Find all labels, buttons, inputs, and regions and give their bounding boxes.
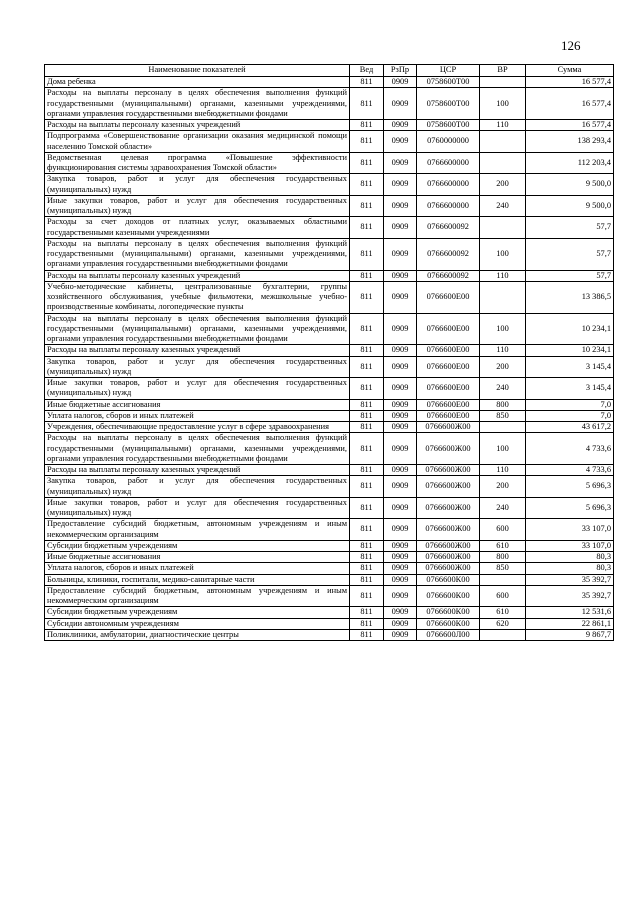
cell-rzpr: 0909 <box>384 422 417 433</box>
table-row <box>45 410 614 421</box>
table-row <box>45 131 614 153</box>
cell-ved: 811 <box>350 476 384 498</box>
cell-name: Расходы на выплаты персоналу в целях обеспечения выполнения функций государственными (муниципальными) органами, казенными учреждениями, органами управления государственными внебюджетными фондами <box>45 88 350 120</box>
table-row <box>45 519 614 541</box>
cell-ved: 811 <box>350 618 384 629</box>
table-body <box>45 77 614 641</box>
cell-csr: 0766600К00 <box>417 618 480 629</box>
cell-name: Закупка товаров, работ и услуг для обеспечения государственных (муниципальных) нужд <box>45 356 350 378</box>
cell-vr: 600 <box>480 519 526 541</box>
cell-csr: 0766600Ж00 <box>417 519 480 541</box>
cell-vr: 200 <box>480 356 526 378</box>
table-row <box>45 195 614 217</box>
cell-vr: 100 <box>480 433 526 465</box>
table-row <box>45 356 614 378</box>
table-row <box>45 378 614 400</box>
cell-sum: 4 733,6 <box>526 465 614 476</box>
cell-csr: 0766600Ж00 <box>417 552 480 563</box>
cell-name: Предоставление субсидий бюджетным, автономным учреждениям и иным некоммерческим организациям <box>45 519 350 541</box>
cell-sum: 35 392,7 <box>526 585 614 607</box>
cell-csr: 0766600Ж00 <box>417 476 480 498</box>
cell-ved: 811 <box>350 313 384 345</box>
cell-name: Иные закупки товаров, работ и услуг для обеспечения государственных (муниципальных) нужд <box>45 195 350 217</box>
cell-csr: 0766600Ж00 <box>417 433 480 465</box>
cell-sum: 16 577,4 <box>526 120 614 131</box>
cell-sum: 112 203,4 <box>526 152 614 174</box>
cell-csr: 0766600Е00 <box>417 313 480 345</box>
cell-sum: 10 234,1 <box>526 313 614 345</box>
cell-ved: 811 <box>350 345 384 356</box>
table-header-row <box>45 65 614 77</box>
cell-vr: 240 <box>480 497 526 519</box>
cell-ved: 811 <box>350 238 384 270</box>
cell-ved: 811 <box>350 77 384 88</box>
cell-ved: 811 <box>350 270 384 281</box>
cell-vr <box>480 77 526 88</box>
cell-csr: 0758600Т00 <box>417 88 480 120</box>
cell-name: Расходы на выплаты персоналу в целях обеспечения выполнения функций государственными (муниципальными) органами, казенными учреждениями, органами управления государственными внебюджетными фондами <box>45 238 350 270</box>
cell-name: Больницы, клиники, госпитали, медико-санитарные части <box>45 574 350 585</box>
cell-csr: 0760000000 <box>417 131 480 153</box>
cell-name: Ведомственная целевая программа «Повышение эффективности функционирования системы здравоохранения Томской области» <box>45 152 350 174</box>
cell-rzpr: 0909 <box>384 563 417 574</box>
page-number: 126 <box>561 38 581 53</box>
cell-rzpr: 0909 <box>384 345 417 356</box>
cell-csr: 0766600Е00 <box>417 345 480 356</box>
cell-rzpr: 0909 <box>384 120 417 131</box>
cell-csr: 0766600К00 <box>417 607 480 618</box>
cell-vr <box>480 422 526 433</box>
cell-rzpr: 0909 <box>384 217 417 239</box>
cell-ved: 811 <box>350 356 384 378</box>
cell-name: Уплата налогов, сборов и иных платежей <box>45 563 350 574</box>
table-row <box>45 476 614 498</box>
cell-vr: 620 <box>480 618 526 629</box>
cell-sum: 16 577,4 <box>526 88 614 120</box>
cell-name: Закупка товаров, работ и услуг для обеспечения государственных (муниципальных) нужд <box>45 476 350 498</box>
cell-vr: 610 <box>480 607 526 618</box>
cell-rzpr: 0909 <box>384 238 417 270</box>
cell-vr: 110 <box>480 465 526 476</box>
cell-csr: 0766600Е00 <box>417 378 480 400</box>
cell-rzpr: 0909 <box>384 540 417 551</box>
cell-ved: 811 <box>350 152 384 174</box>
cell-csr: 0766600Е00 <box>417 410 480 421</box>
table-row <box>45 618 614 629</box>
cell-csr: 0766600Ж00 <box>417 540 480 551</box>
cell-rzpr: 0909 <box>384 313 417 345</box>
cell-name: Расходы на выплаты персоналу в целях обеспечения выполнения функций государственными (муниципальными) органами, казенными учреждениями, органами управления государственными внебюджетными фондами <box>45 433 350 465</box>
cell-rzpr: 0909 <box>384 174 417 196</box>
table-row <box>45 399 614 410</box>
cell-vr <box>480 574 526 585</box>
cell-ved: 811 <box>350 433 384 465</box>
cell-csr: 0766600000 <box>417 174 480 196</box>
cell-sum: 57,7 <box>526 217 614 239</box>
cell-vr: 850 <box>480 563 526 574</box>
cell-csr: 0758600Т00 <box>417 77 480 88</box>
cell-csr: 0766600Е00 <box>417 281 480 313</box>
cell-sum: 12 531,6 <box>526 607 614 618</box>
cell-sum: 57,7 <box>526 238 614 270</box>
cell-vr <box>480 131 526 153</box>
cell-vr: 850 <box>480 410 526 421</box>
cell-rzpr: 0909 <box>384 131 417 153</box>
cell-ved: 811 <box>350 281 384 313</box>
cell-ved: 811 <box>350 120 384 131</box>
cell-csr: 0766600К00 <box>417 585 480 607</box>
cell-sum: 138 293,4 <box>526 131 614 153</box>
cell-sum: 7,0 <box>526 399 614 410</box>
cell-csr: 0766600000 <box>417 152 480 174</box>
table-row <box>45 88 614 120</box>
cell-sum: 9 500,0 <box>526 195 614 217</box>
cell-ved: 811 <box>350 378 384 400</box>
cell-sum: 33 107,0 <box>526 540 614 551</box>
cell-name: Дома ребенка <box>45 77 350 88</box>
cell-sum: 22 861,1 <box>526 618 614 629</box>
cell-name: Расходы за счет доходов от платных услуг, оказываемых областными государственными казенными учреждениями <box>45 217 350 239</box>
cell-rzpr: 0909 <box>384 433 417 465</box>
cell-sum: 10 234,1 <box>526 345 614 356</box>
table-row <box>45 465 614 476</box>
cell-ved: 811 <box>350 399 384 410</box>
cell-rzpr: 0909 <box>384 552 417 563</box>
cell-vr: 100 <box>480 238 526 270</box>
cell-vr: 610 <box>480 540 526 551</box>
cell-sum: 35 392,7 <box>526 574 614 585</box>
cell-vr: 800 <box>480 552 526 563</box>
cell-rzpr: 0909 <box>384 281 417 313</box>
cell-name: Расходы на выплаты персоналу в целях обеспечения выполнения функций государственными (муниципальными) органами, казенными учреждениями, органами управления государственными внебюджетными фондами <box>45 313 350 345</box>
cell-csr: 0766600092 <box>417 217 480 239</box>
cell-rzpr: 0909 <box>384 152 417 174</box>
cell-sum: 16 577,4 <box>526 77 614 88</box>
cell-ved: 811 <box>350 465 384 476</box>
cell-rzpr: 0909 <box>384 519 417 541</box>
cell-rzpr: 0909 <box>384 607 417 618</box>
cell-csr: 0766600К00 <box>417 574 480 585</box>
cell-csr: 0758600Т00 <box>417 120 480 131</box>
cell-csr: 0766600092 <box>417 270 480 281</box>
cell-name: Учебно-методические кабинеты, централизованные бухгалтерии, группы хозяйственного обслуживания, учебные фильмотеки, межшкольные учебно-производственные комбинаты, логопедические пункты <box>45 281 350 313</box>
cell-rzpr: 0909 <box>384 270 417 281</box>
cell-vr: 100 <box>480 313 526 345</box>
cell-vr <box>480 152 526 174</box>
column-header-vr: ВР <box>480 65 526 77</box>
table-row <box>45 174 614 196</box>
table-row <box>45 574 614 585</box>
column-header-csr: ЦСР <box>417 65 480 77</box>
table-row <box>45 552 614 563</box>
cell-csr: 0766600Ж00 <box>417 563 480 574</box>
cell-name: Расходы на выплаты персоналу казенных учреждений <box>45 345 350 356</box>
cell-rzpr: 0909 <box>384 88 417 120</box>
cell-csr: 0766600000 <box>417 195 480 217</box>
cell-ved: 811 <box>350 552 384 563</box>
cell-rzpr: 0909 <box>384 356 417 378</box>
cell-rzpr: 0909 <box>384 618 417 629</box>
cell-vr: 110 <box>480 345 526 356</box>
cell-rzpr: 0909 <box>384 195 417 217</box>
cell-name: Иные бюджетные ассигнования <box>45 552 350 563</box>
cell-sum: 5 696,3 <box>526 497 614 519</box>
cell-rzpr: 0909 <box>384 399 417 410</box>
cell-name: Поликлиники, амбулатории, диагностические центры <box>45 629 350 640</box>
cell-ved: 811 <box>350 174 384 196</box>
cell-ved: 811 <box>350 410 384 421</box>
cell-ved: 811 <box>350 217 384 239</box>
cell-vr: 110 <box>480 120 526 131</box>
cell-ved: 811 <box>350 563 384 574</box>
cell-ved: 811 <box>350 585 384 607</box>
cell-csr: 0766600Ж00 <box>417 497 480 519</box>
table-row <box>45 563 614 574</box>
column-header-ved: Вед <box>350 65 384 77</box>
table-row <box>45 422 614 433</box>
cell-vr <box>480 281 526 313</box>
cell-rzpr: 0909 <box>384 77 417 88</box>
cell-rzpr: 0909 <box>384 378 417 400</box>
cell-sum: 43 617,2 <box>526 422 614 433</box>
cell-vr: 110 <box>480 270 526 281</box>
table-row <box>45 270 614 281</box>
cell-ved: 811 <box>350 607 384 618</box>
cell-ved: 811 <box>350 629 384 640</box>
cell-sum: 4 733,6 <box>526 433 614 465</box>
cell-ved: 811 <box>350 422 384 433</box>
cell-name: Уплата налогов, сборов и иных платежей <box>45 410 350 421</box>
cell-name: Субсидии бюджетным учреждениям <box>45 607 350 618</box>
column-header-sum: Сумма <box>526 65 614 77</box>
table-row <box>45 77 614 88</box>
cell-sum: 80,3 <box>526 563 614 574</box>
cell-vr: 100 <box>480 88 526 120</box>
cell-name: Субсидии автономным учреждениям <box>45 618 350 629</box>
cell-rzpr: 0909 <box>384 465 417 476</box>
cell-rzpr: 0909 <box>384 476 417 498</box>
cell-rzpr: 0909 <box>384 497 417 519</box>
cell-csr: 0766600Е00 <box>417 356 480 378</box>
cell-vr: 240 <box>480 378 526 400</box>
cell-rzpr: 0909 <box>384 410 417 421</box>
table-row <box>45 313 614 345</box>
cell-name: Расходы на выплаты персоналу казенных учреждений <box>45 465 350 476</box>
cell-vr <box>480 217 526 239</box>
cell-ved: 811 <box>350 540 384 551</box>
cell-name: Расходы на выплаты персоналу казенных учреждений <box>45 270 350 281</box>
cell-sum: 80,3 <box>526 552 614 563</box>
cell-csr: 0766600Е00 <box>417 399 480 410</box>
table-row <box>45 607 614 618</box>
cell-csr: 0766600Ж00 <box>417 465 480 476</box>
cell-name: Предоставление субсидий бюджетным, автономным учреждениям и иным некоммерческим организациям <box>45 585 350 607</box>
cell-name: Учреждения, обеспечивающие предоставление услуг в сфере здравоохранения <box>45 422 350 433</box>
cell-name: Субсидии бюджетным учреждениям <box>45 540 350 551</box>
table-row <box>45 152 614 174</box>
cell-vr: 800 <box>480 399 526 410</box>
cell-ved: 811 <box>350 497 384 519</box>
cell-sum: 3 145,4 <box>526 378 614 400</box>
table-row <box>45 281 614 313</box>
cell-sum: 9 500,0 <box>526 174 614 196</box>
cell-sum: 3 145,4 <box>526 356 614 378</box>
cell-name: Иные закупки товаров, работ и услуг для обеспечения государственных (муниципальных) нужд <box>45 378 350 400</box>
cell-name: Подпрограмма «Совершенствование организации оказания медицинской помощи населению Томской области» <box>45 131 350 153</box>
cell-vr: 200 <box>480 174 526 196</box>
column-header-rzpr: РзПр <box>384 65 417 77</box>
cell-csr: 0766600Ж00 <box>417 422 480 433</box>
cell-sum: 9 867,7 <box>526 629 614 640</box>
cell-ved: 811 <box>350 131 384 153</box>
table-row <box>45 497 614 519</box>
cell-ved: 811 <box>350 88 384 120</box>
cell-vr <box>480 629 526 640</box>
column-header-name: Наименование показателей <box>45 65 350 77</box>
cell-ved: 811 <box>350 519 384 541</box>
table-row <box>45 217 614 239</box>
cell-sum: 57,7 <box>526 270 614 281</box>
table-row <box>45 585 614 607</box>
cell-rzpr: 0909 <box>384 585 417 607</box>
cell-ved: 811 <box>350 195 384 217</box>
cell-sum: 13 386,5 <box>526 281 614 313</box>
cell-sum: 33 107,0 <box>526 519 614 541</box>
table-row <box>45 629 614 640</box>
table-row <box>45 345 614 356</box>
cell-rzpr: 0909 <box>384 629 417 640</box>
table-row <box>45 433 614 465</box>
cell-ved: 811 <box>350 574 384 585</box>
cell-vr: 240 <box>480 195 526 217</box>
budget-table <box>44 64 614 641</box>
cell-sum: 5 696,3 <box>526 476 614 498</box>
cell-sum: 7,0 <box>526 410 614 421</box>
table-row <box>45 120 614 131</box>
cell-csr: 0766600Л00 <box>417 629 480 640</box>
cell-vr: 200 <box>480 476 526 498</box>
cell-name: Иные бюджетные ассигнования <box>45 399 350 410</box>
cell-rzpr: 0909 <box>384 574 417 585</box>
cell-name: Иные закупки товаров, работ и услуг для обеспечения государственных (муниципальных) нужд <box>45 497 350 519</box>
cell-name: Закупка товаров, работ и услуг для обеспечения государственных (муниципальных) нужд <box>45 174 350 196</box>
cell-name: Расходы на выплаты персоналу казенных учреждений <box>45 120 350 131</box>
table-row <box>45 238 614 270</box>
table-row <box>45 540 614 551</box>
cell-vr: 600 <box>480 585 526 607</box>
cell-csr: 0766600092 <box>417 238 480 270</box>
